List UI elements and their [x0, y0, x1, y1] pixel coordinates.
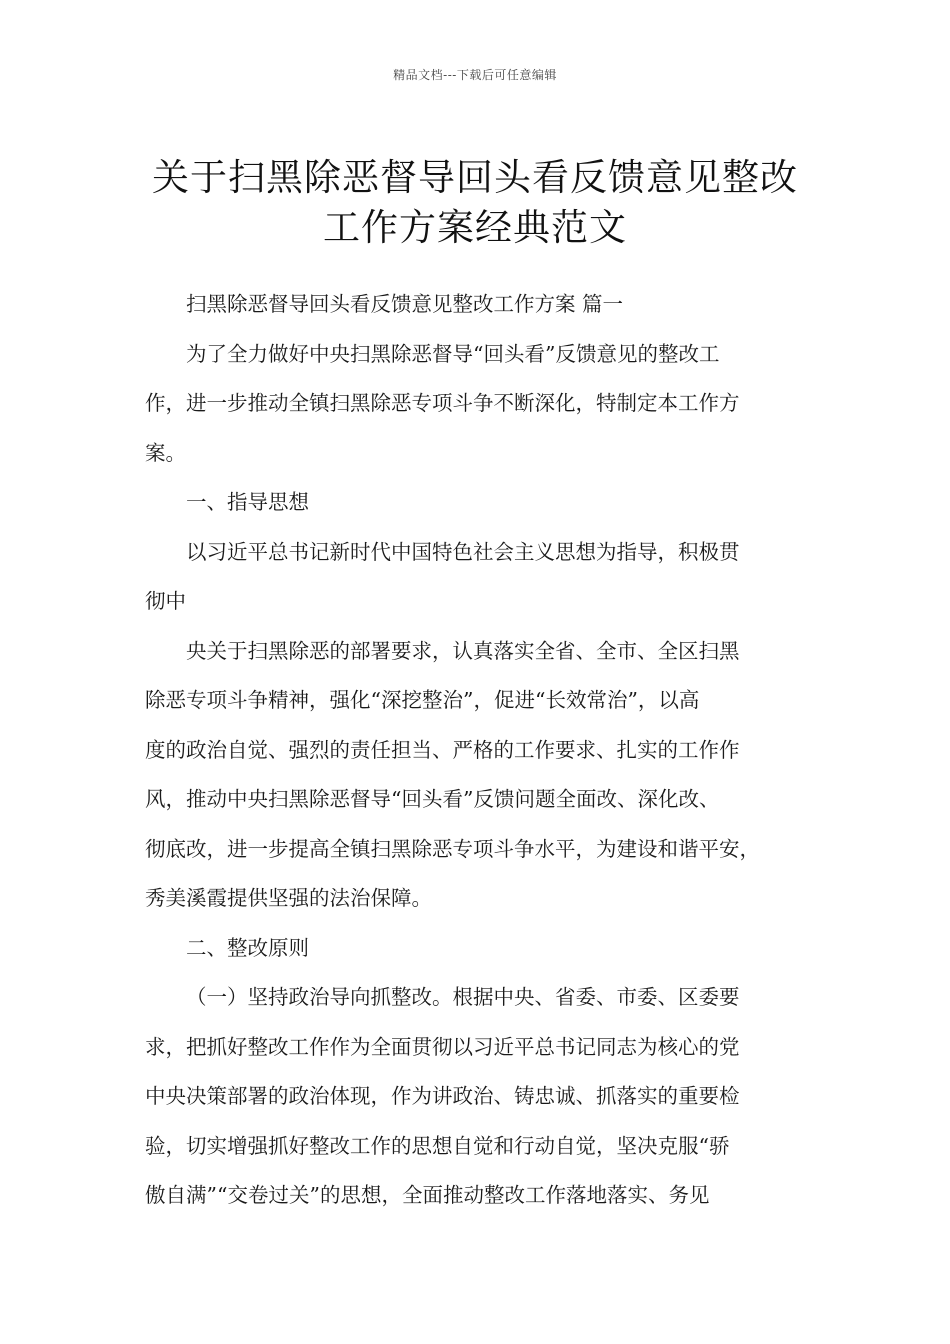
paragraph-line: 为了全力做好中央扫黑除恶督导“回头看”反馈意见的整改工	[186, 341, 720, 366]
title-line-2: 工作方案经典范文	[323, 205, 627, 249]
paragraph-political-orientation	[145, 973, 825, 1221]
paragraph-line: 彻底改，进一步提高全镇扫黑除恶专项斗争水平，为建设和谐平安，	[145, 836, 760, 861]
paragraph-line: 风，推动中央扫黑除恶督导“回头看”反馈问题全面改、深化改、	[145, 787, 720, 811]
paragraph-line: 一、指导思想	[186, 490, 309, 514]
paragraph-line: 中央决策部署的政治体现，作为讲政治、铸忠诚、抓落实的重要检	[145, 1084, 740, 1108]
paragraph-intro	[145, 330, 825, 479]
paragraph-line: 求，把抓好整改工作作为全面贯彻以习近平总书记同志为核心的党	[145, 1034, 740, 1059]
title-line-1: 关于扫黑除恶督导回头看反馈意见整改	[152, 155, 798, 199]
paragraph-section-heading	[145, 280, 825, 330]
paragraph-line: 验，切实增强抓好整改工作的思想自觉和行动自觉，坚决克服“骄	[145, 1133, 730, 1158]
document-body	[145, 280, 825, 1221]
paragraph-line: （一）坚持政治导向抓整改。根据中央、省委、市委、区委要	[186, 985, 740, 1009]
paragraph-line: 案。	[145, 440, 186, 465]
paragraph-guiding-ideology	[145, 528, 825, 627]
paragraph-line: 扫黑除恶督导回头看反馈意见整改工作方案 篇一	[186, 292, 624, 316]
paragraph-line: 傲自满”“交卷过关”的思想，全面推动整改工作落地落实、务见	[145, 1183, 710, 1207]
paragraph-line: 二、整改原则	[186, 935, 309, 960]
paragraph-line: 作，进一步推动全镇扫黑除恶专项斗争不断深化，特制定本工作方	[145, 391, 740, 415]
document-title	[120, 153, 830, 253]
paragraph-line: 秀美溪霞提供坚强的法治保障。	[145, 886, 432, 910]
header-note: 精品文档---下载后可任意编辑	[393, 68, 557, 82]
heading-rectification-principles	[145, 924, 825, 974]
paragraph-deployment	[145, 627, 825, 924]
paragraph-line: 度的政治自觉、强烈的责任担当、严格的工作要求、扎实的工作作	[145, 737, 740, 762]
paragraph-line: 除恶专项斗争精神，强化“深挖整治”，促进“长效常治”，以高	[145, 688, 700, 712]
paragraph-line: 以习近平总书记新时代中国特色社会主义思想为指导，积极贯	[186, 539, 740, 564]
paragraph-line: 彻中	[145, 589, 186, 613]
heading-guiding-ideology	[145, 478, 825, 528]
paragraph-line: 央关于扫黑除恶的部署要求，认真落实全省、全市、全区扫黑	[186, 638, 740, 663]
